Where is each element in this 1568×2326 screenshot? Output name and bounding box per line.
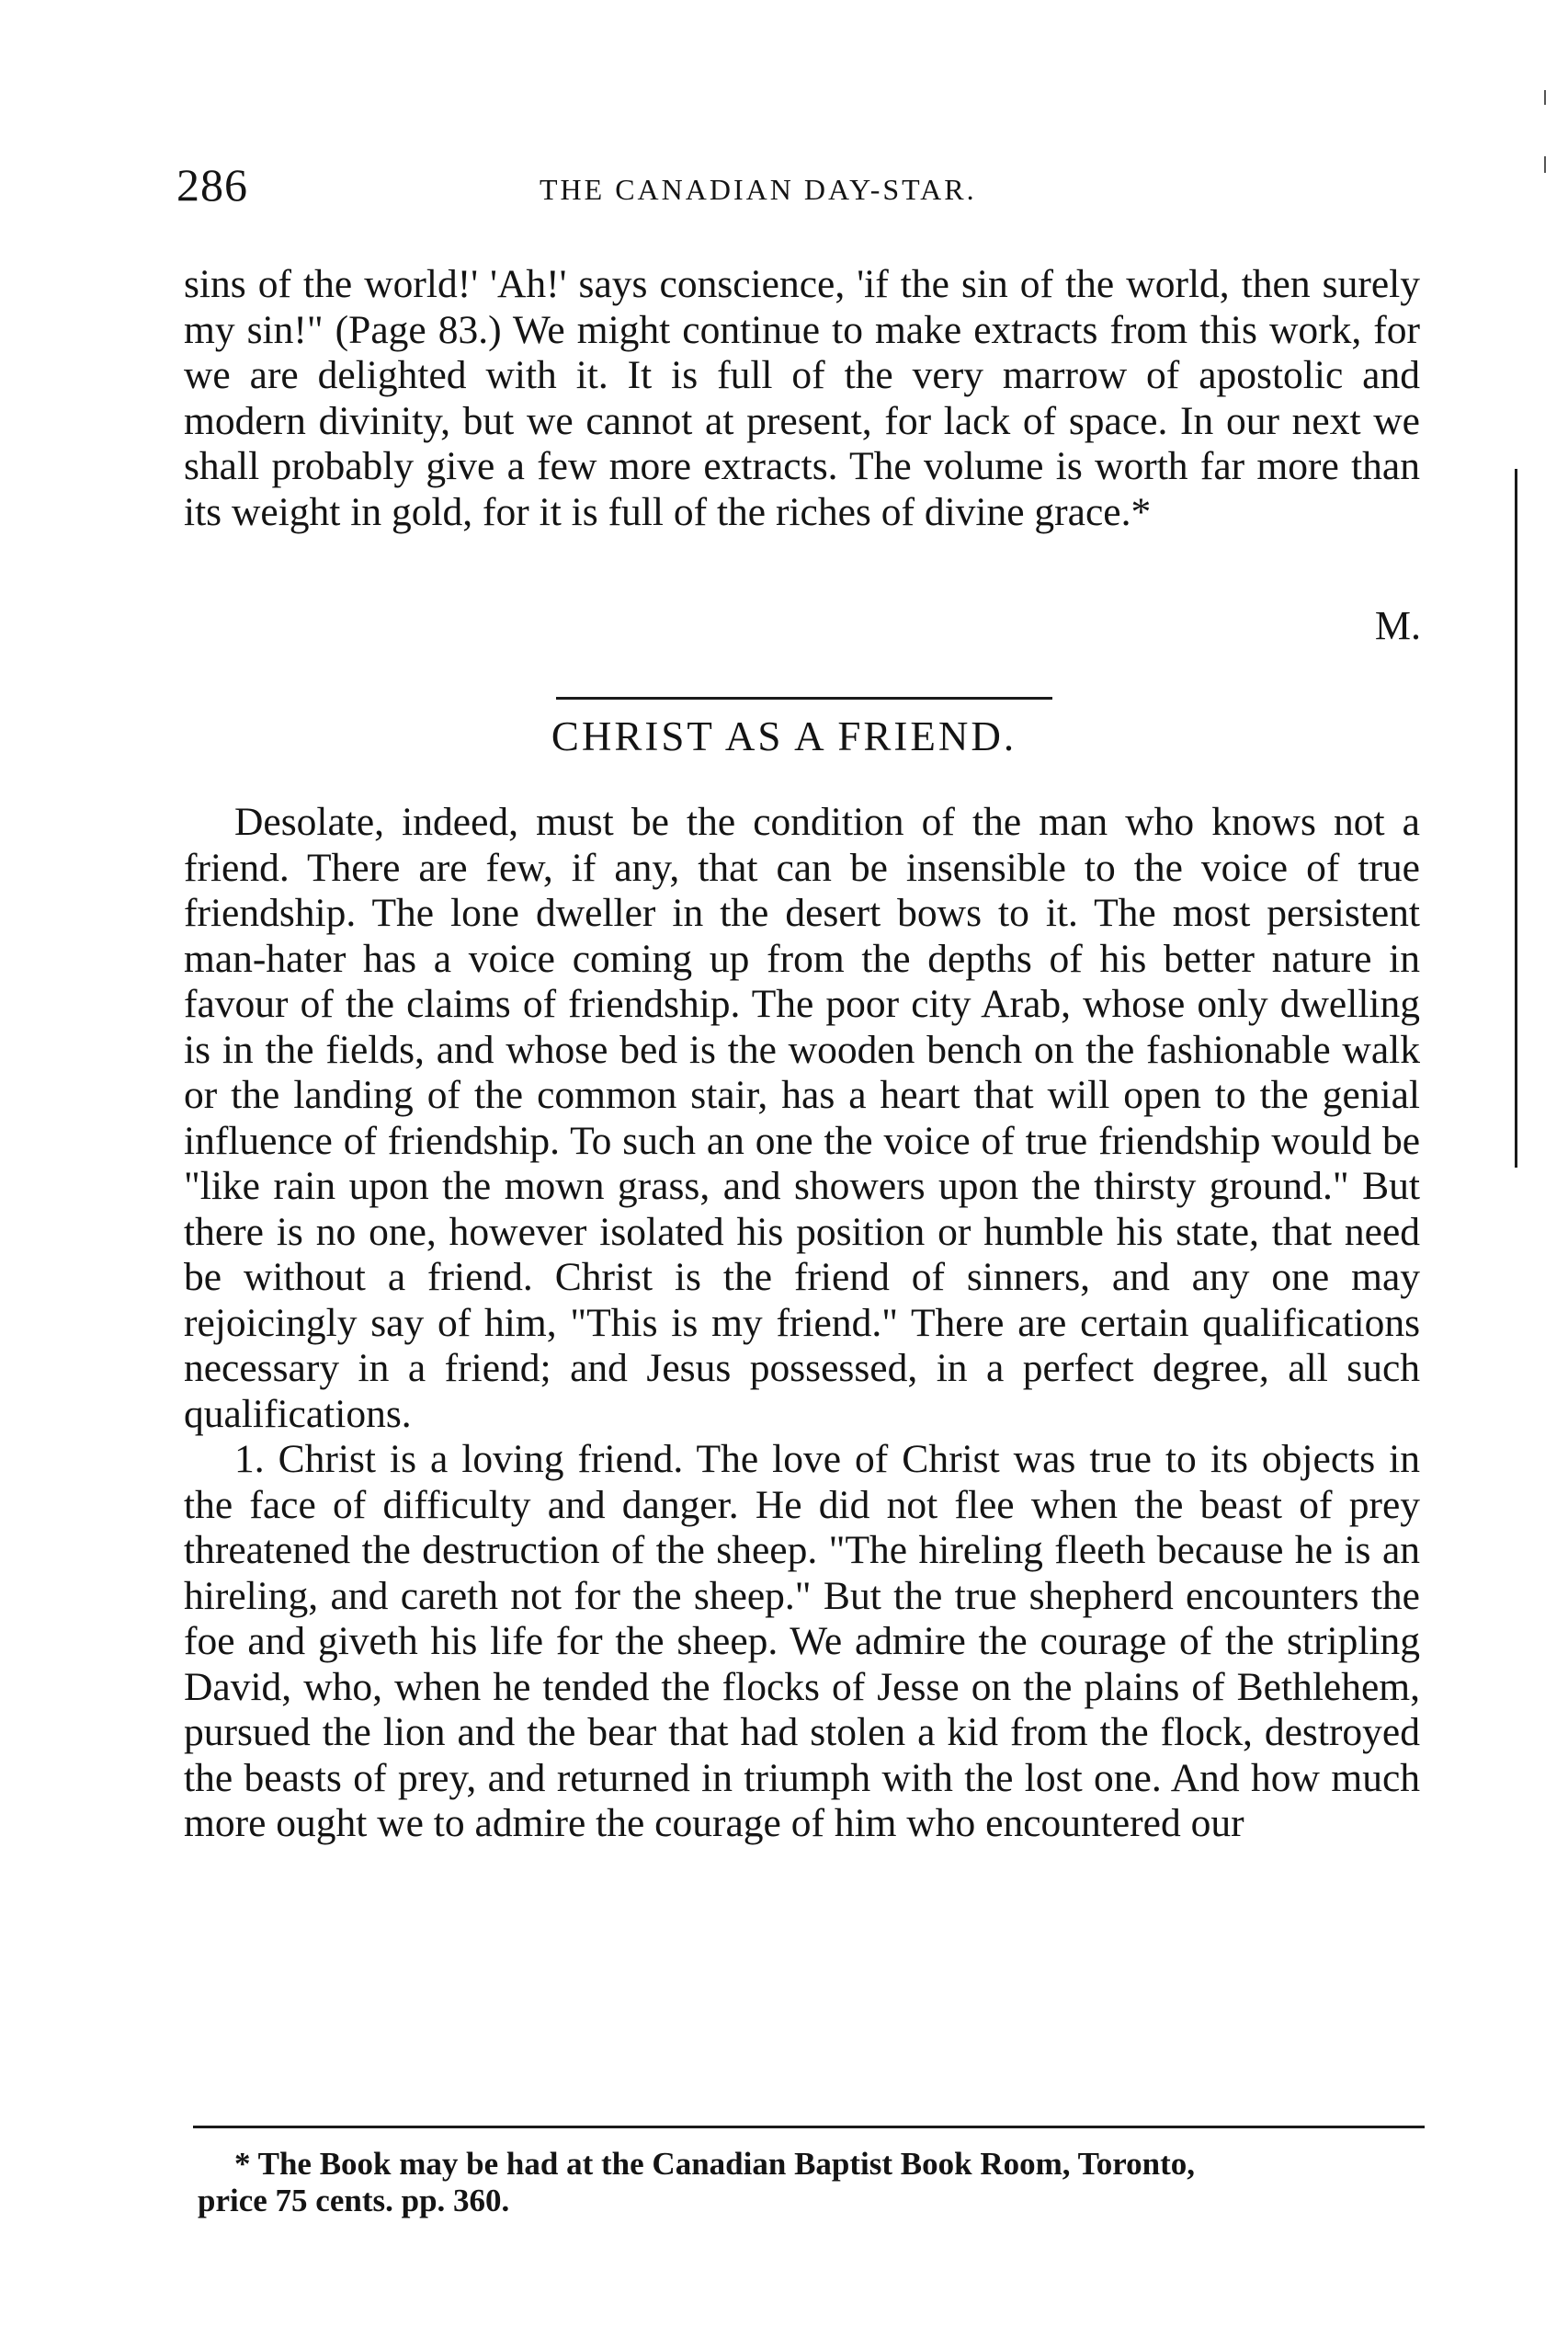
footnote-divider bbox=[193, 2126, 1425, 2128]
margin-mark bbox=[1544, 156, 1546, 173]
article-paragraph: 1. Christ is a loving friend. The love of Christ was true to its objects in the face of difficulty and danger. He did not flee when the beast of prey threatened the destruction of the sheep. "The hireling fleeth because he is an hireling, and careth not for the sheep." But the true shepherd encounters the foe and giveth his life for the sheep. We admire the courage of the stripling David, who, when he tended the flocks of Jesse on the plains of Bethlehem, pursued the lion and the bear that had stolen a kid from the flock, destroyed the beasts of prey, and returned in triumph with the lost one. And how much more ought we to admire the courage of him who encountered our bbox=[184, 1437, 1420, 1845]
footnote-line: * The Book may be had at the Canadian Baptist Book Room, Toronto, bbox=[234, 2146, 1196, 2182]
footnote bbox=[198, 2146, 1429, 2219]
section-divider bbox=[556, 697, 1052, 700]
article-paragraph: Desolate, indeed, must be the condition of the man who knows not a friend. There are few, if any, that can be insensible to the voice of true friendship. The lone dweller in the desert bows to it. The most persistent man-hater has a voice coming up from the depths of his better nature in favour of the claims of friendship. The poor city Arab, whose only dwelling is in the fields, and whose bed is the wooden bench on the fashionable walk or the landing of the common stair, has a heart that will open to the genial influence of friendship. To such an one the voice of true friendship would be "like rain upon the mown grass, and showers upon the thirsty ground." But there is no one, however isolated his position or humble his state, that need be without a friend. Christ is the friend of sinners, and any one may rejoicingly say of him, "This is my friend." There are certain qualifications necessary in a friend; and Jesus possessed, in a perfect degree, all such qualifications. bbox=[184, 800, 1420, 1436]
author-signature: M. bbox=[1374, 603, 1421, 648]
article-title: CHRIST AS A FRIEND. bbox=[551, 713, 1017, 759]
page-header bbox=[176, 158, 1445, 213]
running-title: THE CANADIAN DAY-STAR. bbox=[540, 173, 977, 206]
footnote-line: price 75 cents. pp. 360. bbox=[198, 2183, 510, 2218]
margin-bar bbox=[1515, 469, 1517, 1168]
margin-mark bbox=[1544, 90, 1546, 105]
page-number: 286 bbox=[176, 159, 248, 211]
article-body bbox=[184, 800, 1420, 1847]
continuation-paragraph: sins of the world!' 'Ah!' says conscience, 'if the sin of the world, then surely my sin!" (Page 83.) We might continue to make extracts from this work, for we are delighted with it. It is full of the very marrow of apostolic and modern divinity, but we cannot at present, for lack of space. In our next we shall probably give a few more extracts. The volume is worth far more than its weight in gold, for it is full of the riches of divine grace.* bbox=[184, 262, 1420, 534]
